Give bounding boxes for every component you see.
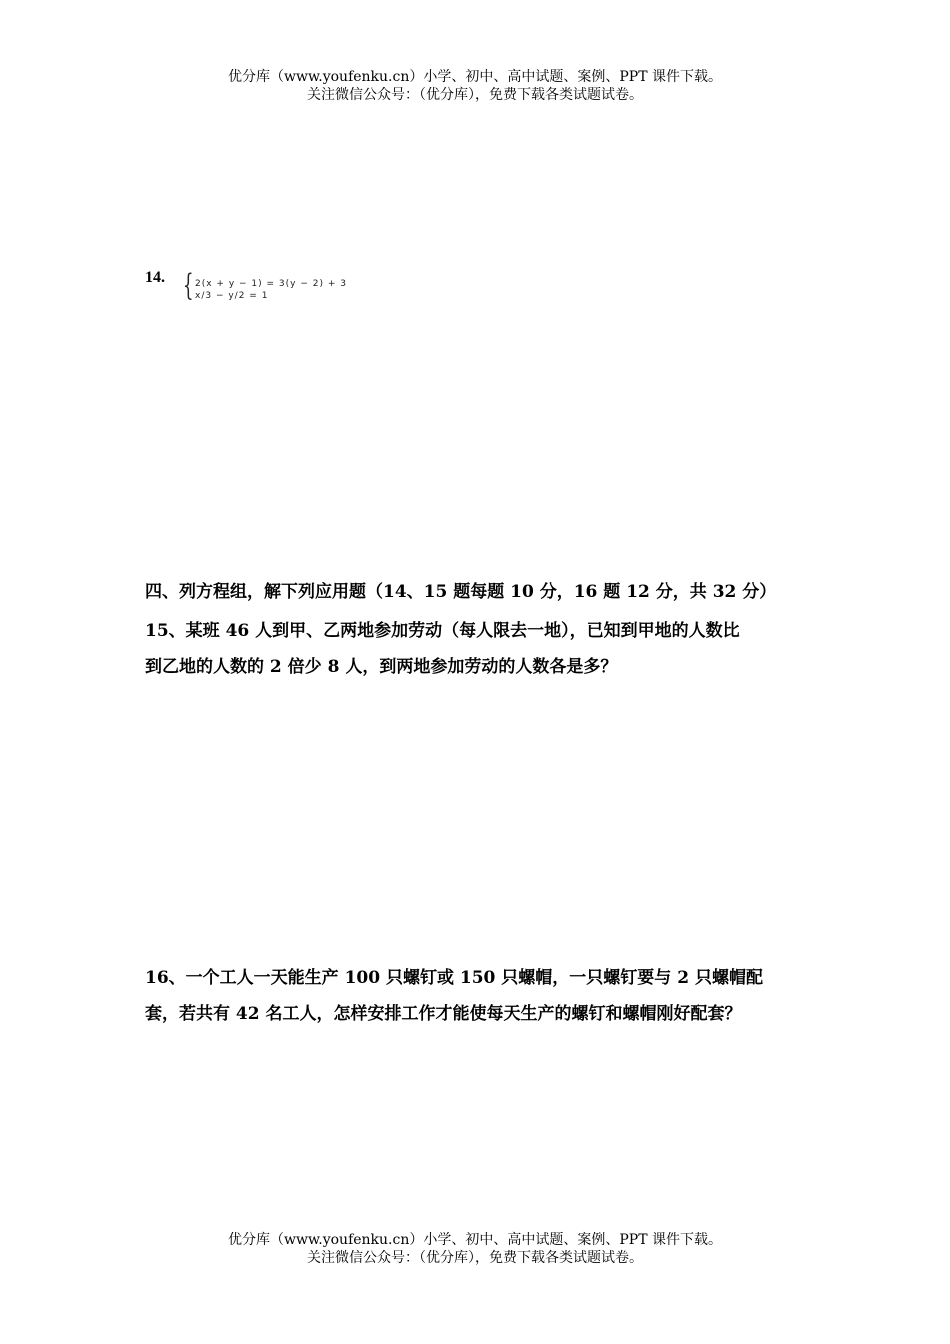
page-header bbox=[0, 68, 950, 104]
question-15-line-2: 到乙地的人数的 2 倍少 8 人，到两地参加劳动的人数各是多？ bbox=[145, 657, 618, 677]
header-line-1: 优分库（www.youfenku.cn）小学、初中、高中试题、案例、PPT 课件下载。 bbox=[227, 69, 722, 85]
question-15-line-1: 15、某班 46 人到甲、乙两地参加劳动（每人限去一地），已知到甲地的人数比 bbox=[145, 621, 740, 641]
question-16-line-1: 16、一个工人一天能生产 100 只螺钉或 150 只螺帽，一只螺钉要与 2 只螺帽配 bbox=[145, 968, 763, 988]
equation-2: x/3 − y/2 = 1 bbox=[195, 291, 269, 301]
equation-1: 2(x + y − 1) = 3(y − 2) + 3 bbox=[195, 279, 347, 289]
section-4-title: 四、列方程组，解下列应用题（14、15 题每题 10 分，16 题 12 分，共 32 分） bbox=[145, 582, 777, 602]
left-brace-icon: { bbox=[183, 268, 194, 303]
footer-line-2: 关注微信公众号：（优分库），免费下载各类试题试卷。 bbox=[307, 1250, 643, 1266]
page-footer bbox=[0, 1231, 950, 1267]
question-14 bbox=[145, 269, 465, 309]
header-line-2: 关注微信公众号：（优分库），免费下载各类试题试卷。 bbox=[307, 87, 643, 103]
footer-line-1: 优分库（www.youfenku.cn）小学、初中、高中试题、案例、PPT 课件下载。 bbox=[227, 1232, 722, 1248]
question-16 bbox=[145, 960, 825, 1032]
question-16-line-2: 套，若共有 42 名工人，怎样安排工作才能使每天生产的螺钉和螺帽刚好配套？ bbox=[145, 1004, 742, 1024]
question-15 bbox=[145, 613, 825, 685]
equation-system bbox=[183, 268, 463, 307]
question-14-number: 14. bbox=[145, 269, 165, 286]
